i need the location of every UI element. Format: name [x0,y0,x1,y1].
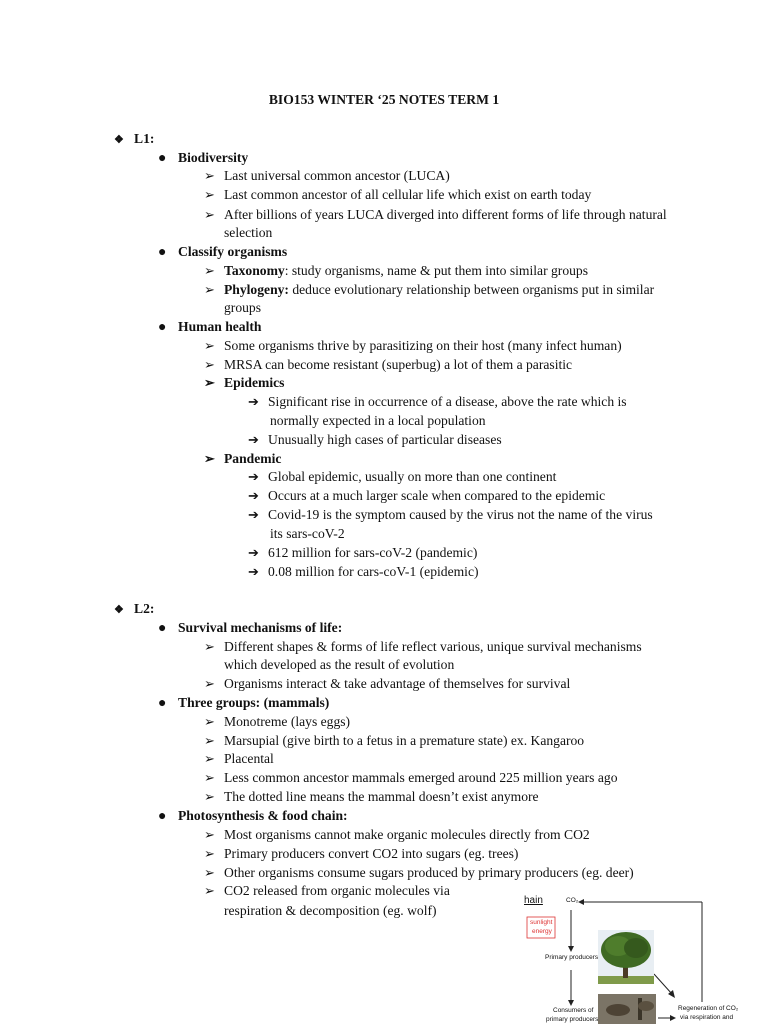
list-item [158,619,342,638]
arrowhead-bullet-icon: ➢ [204,168,215,183]
arrowhead-bullet-icon: ➢ [204,375,215,390]
list-item [248,563,479,581]
list-item [204,769,618,787]
list-item-text: Unusually high cases of particular diseases [268,432,502,447]
list-item [204,356,572,374]
heading-biodiversity: Biodiversity [178,150,249,165]
list-item-text: deduce evolutionary relationship between organisms put in similar [288,282,655,297]
list-item [204,167,450,185]
co2-label: CO₂ [566,897,579,904]
list-item [248,431,502,449]
dot-bullet-icon: ● [158,809,167,824]
list-item [204,262,588,280]
arrowhead-icon [578,899,584,905]
list-item [158,807,348,826]
heading-human-health: Human health [178,319,262,334]
arrow-bullet-icon: ➔ [248,564,259,579]
list-item-text: Monotreme (lays eggs) [224,714,351,729]
list-item-text: 0.08 million for cars-coV-1 (epidemic) [268,564,479,579]
list-item [158,149,248,168]
arrowhead-bullet-icon: ➢ [204,789,215,804]
diamond-bullet-icon: ❖ [114,134,124,146]
list-item [158,694,329,713]
list-item [248,393,627,411]
list-item-text: Placental [224,751,274,766]
section-l2 [114,600,154,619]
list-item-text: : study organisms, name & put them into similar groups [284,263,589,278]
list-item-text: Global epidemic, usually on more than one continent [268,469,557,484]
section-l2-heading: L2: [134,601,155,616]
arrowhead-bullet-icon: ➢ [204,263,215,278]
arrowhead-icon [568,946,574,952]
list-item-text: Last universal common ancestor (LUCA) [224,168,450,183]
list-item [204,845,518,863]
list-item-text: Covid-19 is the symptom caused by the virus not the name of the virus [268,507,653,522]
dot-bullet-icon: ● [158,245,167,260]
tree-to-regeneration-line [654,974,672,994]
list-item [204,186,591,204]
primary-producers-label: Primary producers [545,954,599,961]
list-item-text: Primary producers convert CO2 into sugars (eg. trees) [224,846,519,861]
tree-image [598,930,654,984]
regeneration-label-2: via respiration and [680,1014,734,1021]
heading-survival: Survival mechanisms of life: [178,620,343,635]
list-item [204,337,622,355]
list-item-text: Less common ancestor mammals emerged around 225 million years ago [224,770,618,785]
dot-bullet-icon: ● [158,320,167,335]
list-item [248,544,477,562]
list-item-text: After billions of years LUCA diverged into different forms of life through natural [224,207,667,222]
list-item [204,732,584,750]
term-taxonomy: Taxonomy [224,263,285,278]
food-chain-diagram [520,890,738,1024]
arrowhead-bullet-icon: ➢ [204,282,215,297]
list-item [158,318,261,337]
arrowhead-bullet-icon: ➢ [204,865,215,880]
list-item-continued: its sars-coV-2 [270,526,345,541]
dot-bullet-icon: ● [158,151,167,166]
figure-heading: hain [524,895,543,906]
arrowhead-bullet-icon: ➢ [204,883,215,898]
arrow-bullet-icon: ➔ [248,488,259,503]
list-item-text: Different shapes & forms of life reflect various, unique survival mechanisms [224,639,642,654]
list-item-text: Occurs at a much larger scale when compared to the epidemic [268,488,606,503]
list-item-text: The dotted line means the mammal doesn’t exist anymore [224,789,539,804]
list-item-text: Marsupial (give birth to a fetus in a premature state) ex. Kangaroo [224,733,585,748]
list-item [204,864,634,882]
list-item-text: Significant rise in occurrence of a disease, above the rate which is [268,394,627,409]
list-item [204,882,450,900]
arrowhead-bullet-icon: ➢ [204,451,215,466]
arrowhead-bullet-icon: ➢ [204,357,215,372]
list-item-continued: selection [224,225,273,240]
heading-classify: Classify organisms [178,244,288,259]
list-item-continued: normally expected in a local population [270,413,486,428]
arrowhead-bullet-icon: ➢ [204,187,215,202]
heading-epidemics: Epidemics [224,375,285,390]
list-item [204,826,590,844]
arrowhead-bullet-icon: ➢ [204,714,215,729]
arrowhead-icon [670,1015,676,1021]
list-item [248,506,653,524]
list-item [204,374,284,392]
heading-pandemic: Pandemic [224,451,282,466]
list-item [204,675,570,693]
list-item-continued: groups [224,300,262,315]
list-item [204,206,667,224]
arrowhead-bullet-icon: ➢ [204,751,215,766]
dot-bullet-icon: ● [158,696,167,711]
arrowhead-bullet-icon: ➢ [204,639,215,654]
page-title: BIO153 WINTER ‘25 NOTES TERM 1 [268,92,500,107]
arrow-bullet-icon: ➔ [248,469,259,484]
arrowhead-bullet-icon: ➢ [204,827,215,842]
term-phylogeny: Phylogeny: [224,282,289,297]
diamond-bullet-icon: ❖ [114,604,124,616]
regeneration-label: Regeneration of CO₂ [678,1005,738,1012]
arrowhead-icon [568,1000,574,1006]
arrowhead-bullet-icon: ➢ [204,676,215,691]
list-item [248,468,556,486]
list-item-text: CO2 released from organic molecules via [224,883,450,898]
heading-photosynthesis: Photosynthesis & food chain: [178,808,348,823]
list-item [204,713,350,731]
energy-label: energy [532,928,552,935]
list-item [248,487,605,505]
section-l1 [114,130,154,149]
list-item-continued: which developed as the result of evolution [224,657,455,672]
arrow-bullet-icon: ➔ [248,432,259,447]
list-item-text: Most organisms cannot make organic molecules directly from CO2 [224,827,590,842]
arrow-bullet-icon: ➔ [248,507,259,522]
list-item-text: Other organisms consume sugars produced by primary producers (eg. deer) [224,865,634,880]
list-item-text: 612 million for sars-coV-2 (pandemic) [268,545,478,560]
arrow-bullet-icon: ➔ [248,394,259,409]
list-item [204,450,281,468]
dot-bullet-icon: ● [158,621,167,636]
consumers-label: Consumers of [553,1007,594,1014]
list-item-text: MRSA can become resistant (superbug) a lot of them a parasitic [224,357,573,372]
consumers-label-2: primary producers [546,1016,599,1023]
deer-image [598,994,656,1024]
sunlight-label: sunlight [530,919,553,926]
section-l1-heading: L1: [134,131,155,146]
arrow-bullet-icon: ➔ [248,545,259,560]
list-item-text: Last common ancestor of all cellular life which exist on earth today [224,187,592,202]
list-item [204,788,539,806]
list-item-text: Some organisms thrive by parasitizing on their host (many infect human) [224,338,622,353]
list-item [204,750,274,768]
heading-three-groups: Three groups: (mammals) [178,695,330,710]
list-item-text: Organisms interact & take advantage of themselves for survival [224,676,571,691]
arrowhead-bullet-icon: ➢ [204,733,215,748]
arrowhead-bullet-icon: ➢ [204,846,215,861]
arrowhead-bullet-icon: ➢ [204,770,215,785]
arrowhead-bullet-icon: ➢ [204,338,215,353]
list-item [158,243,287,262]
arrowhead-bullet-icon: ➢ [204,207,215,222]
list-item-continued: respiration & decomposition (eg. wolf) [224,903,437,918]
list-item [204,281,654,299]
list-item [204,638,642,656]
